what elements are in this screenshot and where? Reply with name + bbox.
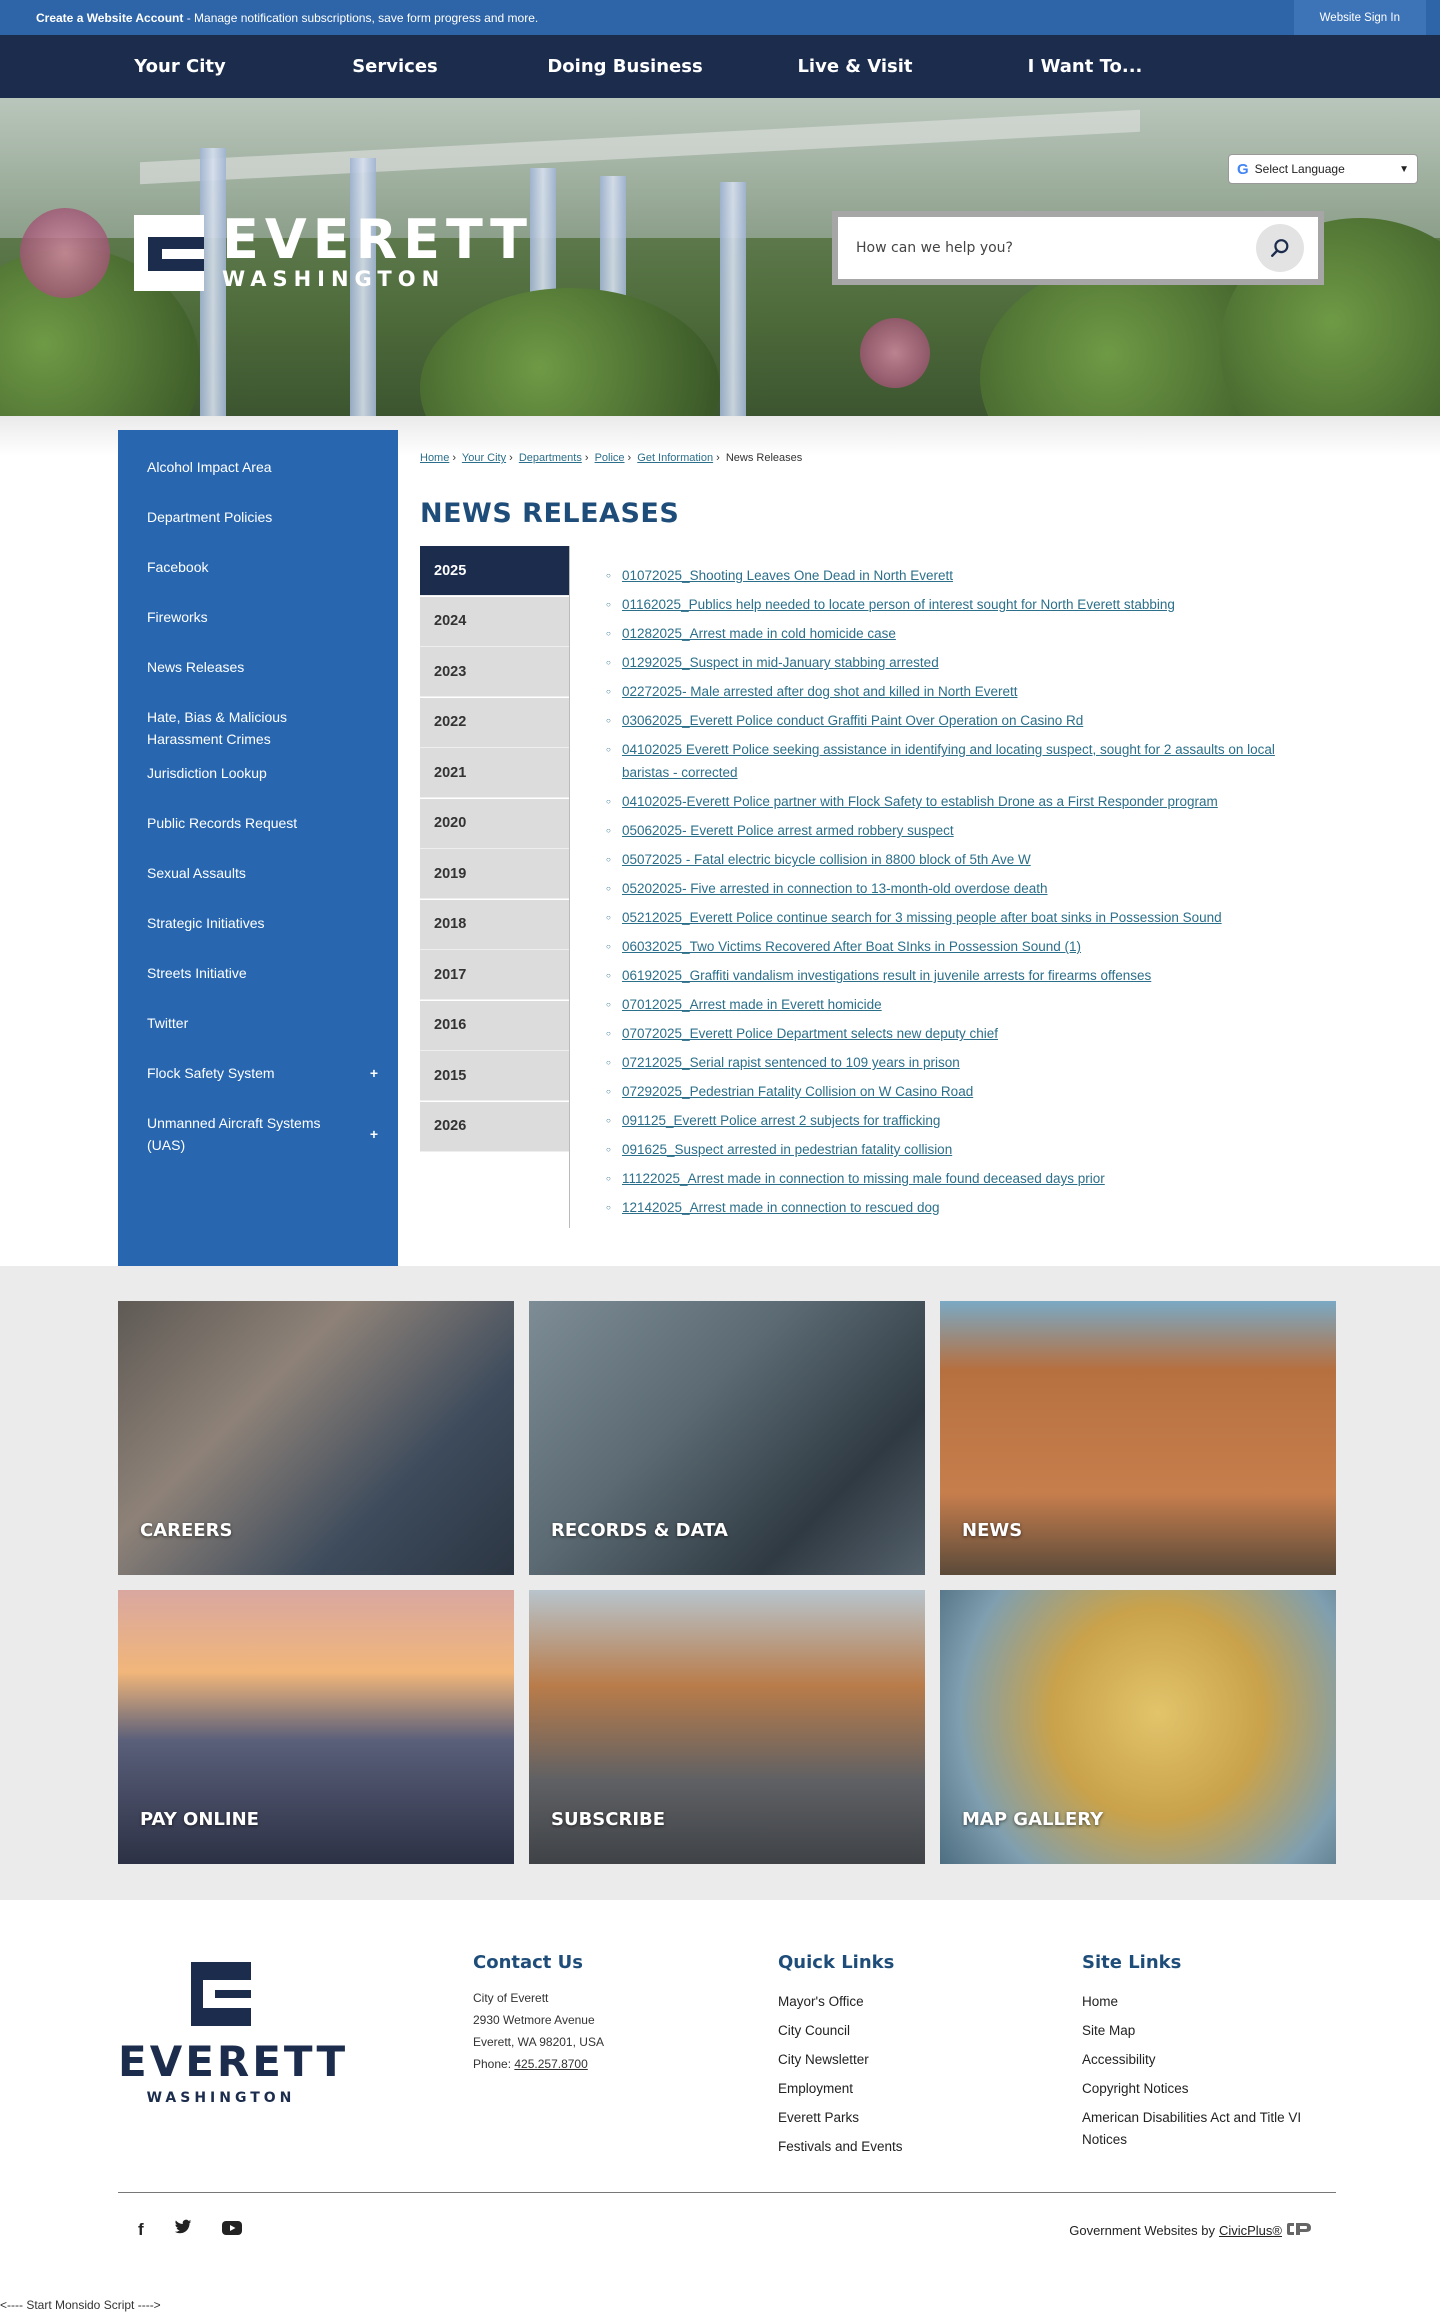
list-item <box>622 709 1312 732</box>
year-tab[interactable]: 2015 <box>420 1051 569 1101</box>
credit-text: Government Websites by <box>1069 2223 1215 2238</box>
breadcrumb: Home › Your City › Departments › Police › Get Information › News Releases <box>420 452 803 464</box>
nav-services[interactable]: Services <box>352 56 438 77</box>
news-release-link[interactable]: 02272025- Male arrested after dog shot and killed in North Everett <box>622 684 1018 699</box>
sidebar-item-label: Sexual Assaults <box>147 865 246 881</box>
list-item <box>622 993 1312 1016</box>
tile-label: CAREERS <box>140 1520 233 1541</box>
footer-link[interactable]: Accessibility <box>1082 2052 1156 2067</box>
phone-link[interactable]: 425.257.8700 <box>514 2057 588 2071</box>
news-release-link[interactable]: 05212025_Everett Police continue search for 3 missing people after boat sinks in Possession Sound <box>622 910 1222 925</box>
site-links-section <box>1082 1952 1342 2151</box>
twitter-icon[interactable] <box>174 2219 192 2240</box>
logo-main-text: EVERETT <box>222 208 533 271</box>
expand-plus-icon[interactable]: + <box>369 1126 378 1142</box>
footer-logo[interactable] <box>118 1962 349 2106</box>
sidebar-item-label: Department Policies <box>147 509 273 525</box>
sidebar-item-label: Facebook <box>147 559 209 575</box>
news-release-link[interactable]: 091625_Suspect arrested in pedestrian fatality collision <box>622 1142 953 1157</box>
footer-link[interactable]: Festivals and Events <box>778 2139 903 2154</box>
tile-label: RECORDS & DATA <box>551 1520 728 1541</box>
list-item <box>622 1080 1312 1103</box>
list-item <box>622 680 1312 703</box>
social-links <box>138 2219 242 2240</box>
breadcrumb-get-information[interactable]: Get Information <box>637 452 714 464</box>
footer-link[interactable]: Copyright Notices <box>1082 2081 1189 2096</box>
contact-line: 2930 Wetmore Avenue <box>473 2013 595 2027</box>
expand-plus-icon[interactable]: + <box>369 1065 378 1081</box>
sidebar-item-label: Jurisdiction Lookup <box>147 765 267 781</box>
list-item <box>622 738 1312 784</box>
nav-live-visit[interactable]: Live & Visit <box>797 56 913 77</box>
quick-links-section <box>778 1952 903 2161</box>
top-bar <box>0 0 1440 35</box>
contact-us-heading: Contact Us <box>473 1952 584 1973</box>
list-item <box>622 964 1312 987</box>
breadcrumb-police[interactable]: Police <box>594 452 625 464</box>
tile-news[interactable] <box>940 1301 1336 1575</box>
year-tab[interactable]: 2016 <box>420 1001 569 1051</box>
contact-line: Everett, WA 98201, USA <box>473 2035 604 2049</box>
feature-tiles <box>0 1266 1440 1900</box>
list-item <box>622 935 1312 958</box>
tile-subscribe[interactable] <box>529 1590 925 1864</box>
sidebar-item-label: Fireworks <box>147 609 208 625</box>
hero-banner <box>0 98 1440 416</box>
footer-logo-sub: WASHINGTON <box>146 2090 296 2106</box>
news-release-list <box>622 564 1312 1225</box>
news-release-link[interactable]: 07012025_Arrest made in Everett homicide <box>622 997 882 1012</box>
sidebar-item[interactable] <box>118 1112 398 1156</box>
list-item <box>622 1022 1312 1045</box>
news-release-link[interactable]: 01072025_Shooting Leaves One Dead in North Everett <box>622 568 953 583</box>
tile-label: SUBSCRIBE <box>551 1809 666 1830</box>
sidebar-item[interactable] <box>118 912 398 934</box>
sidebar <box>118 430 398 1266</box>
sidebar-item[interactable] <box>118 706 398 750</box>
monsido-comment-text: <---- Start Monsido Script ----> <box>0 2298 161 2312</box>
year-tab[interactable]: 2021 <box>420 748 569 798</box>
sidebar-item[interactable] <box>118 1062 398 1084</box>
search-button[interactable] <box>1256 224 1304 272</box>
create-account-link[interactable]: Create a Website Account <box>36 10 184 25</box>
language-select[interactable] <box>1228 154 1418 184</box>
tile-label: NEWS <box>962 1520 1023 1541</box>
list-item <box>622 1167 1312 1190</box>
sidebar-item[interactable] <box>118 812 398 834</box>
sidebar-item[interactable] <box>118 506 398 528</box>
list-item <box>622 877 1312 900</box>
page-title: NEWS RELEASES <box>420 498 680 529</box>
main-content <box>0 416 1440 1266</box>
news-release-link[interactable]: 07072025_Everett Police Department selects new deputy chief <box>622 1026 998 1041</box>
year-tab[interactable]: 2020 <box>420 799 569 849</box>
logo-mark-icon <box>134 215 204 291</box>
news-release-link[interactable]: 05072025 - Fatal electric bicycle collision in 8800 block of 5th Ave W <box>622 852 1031 867</box>
list-item <box>622 906 1312 929</box>
news-release-link[interactable]: 07212025_Serial rapist sentenced to 109 years in prison <box>622 1055 960 1070</box>
contact-us-section <box>473 1952 604 2075</box>
language-select-label: Select Language <box>1254 162 1345 176</box>
news-release-link[interactable]: 01162025_Publics help needed to locate person of interest sought for North Everett stabbing <box>622 597 1175 612</box>
tile-careers[interactable] <box>118 1301 514 1575</box>
sidebar-item[interactable] <box>118 762 398 784</box>
sidebar-item-label: Flock Safety System <box>147 1065 275 1081</box>
list-item <box>622 1138 1312 1161</box>
sidebar-item-label: Strategic Initiatives <box>147 915 265 931</box>
footer-link[interactable]: Home <box>1082 1994 1119 2009</box>
sidebar-item-label: Unmanned Aircraft Systems (UAS) <box>147 1115 321 1153</box>
breadcrumb-home[interactable]: Home <box>420 452 450 464</box>
sign-in-button[interactable]: Website Sign In <box>1294 0 1426 35</box>
nav-i-want-to[interactable]: I Want To... <box>1027 56 1143 77</box>
tile-map-gallery[interactable] <box>940 1590 1336 1864</box>
quick-links-heading: Quick Links <box>778 1952 895 1973</box>
news-release-link[interactable]: 01282025_Arrest made in cold homicide case <box>622 626 896 641</box>
year-tab[interactable]: 2026 <box>420 1102 569 1152</box>
main-nav <box>0 35 1440 98</box>
list-item <box>622 1196 1312 1219</box>
breadcrumb-current: News Releases <box>725 452 803 464</box>
sidebar-item[interactable] <box>118 862 398 884</box>
footer-logo-main: EVERETT <box>118 2037 349 2086</box>
tile-pay-online[interactable] <box>118 1590 514 1864</box>
sidebar-item[interactable] <box>118 656 398 678</box>
year-tabs <box>420 546 570 1228</box>
news-release-link[interactable]: 05062025- Everett Police arrest armed robbery suspect <box>622 823 954 838</box>
sidebar-item[interactable] <box>118 1012 398 1034</box>
footer-link[interactable]: Mayor's Office <box>778 1994 864 2009</box>
search-box <box>832 211 1324 285</box>
year-tab[interactable]: 2023 <box>420 647 569 697</box>
search-input[interactable] <box>856 240 1256 256</box>
list-item <box>622 593 1312 616</box>
site-logo[interactable] <box>134 208 533 292</box>
hero-pillar <box>720 182 746 416</box>
chevron-down-icon: ▼ <box>1399 163 1409 175</box>
sidebar-item[interactable] <box>118 606 398 628</box>
news-release-link[interactable]: 03062025_Everett Police conduct Graffiti Paint Over Operation on Casino Rd <box>622 713 1084 728</box>
sidebar-item-label: Twitter <box>147 1015 189 1031</box>
sidebar-item-label: News Releases <box>147 659 245 675</box>
account-message-text: - Manage notification subscriptions, save form progress and more. <box>183 10 539 25</box>
year-tab[interactable]: 2018 <box>420 900 569 950</box>
breadcrumb-departments[interactable]: Departments <box>518 452 582 464</box>
list-item <box>622 790 1312 813</box>
footer-link[interactable]: City Newsletter <box>778 2052 869 2067</box>
sidebar-item[interactable] <box>118 556 398 578</box>
year-tab[interactable]: 2025 <box>420 546 569 596</box>
list-item <box>622 1051 1312 1074</box>
facebook-icon[interactable]: f <box>138 2219 144 2239</box>
footer-link[interactable]: Everett Parks <box>778 2110 860 2125</box>
sidebar-item-label: Public Records Request <box>147 815 298 831</box>
contact-line: City of Everett <box>473 1991 549 2005</box>
news-release-link[interactable]: 12142025_Arrest made in connection to rescued dog <box>622 1200 940 1215</box>
year-tab[interactable]: 2024 <box>420 597 569 647</box>
footer-logo-mark-icon <box>191 1962 251 2026</box>
news-release-link[interactable]: 06192025_Graffiti vandalism investigations result in juvenile arrests for firearms offenses <box>622 968 1152 983</box>
list-item <box>622 651 1312 674</box>
list-item <box>622 622 1312 645</box>
news-release-link[interactable]: 091125_Everett Police arrest 2 subjects for trafficking <box>622 1113 941 1128</box>
news-release-link[interactable]: 06032025_Two Victims Recovered After Boat SInks in Possession Sound (1) <box>622 939 1082 954</box>
news-release-link[interactable]: 04102025-Everett Police partner with Flock Safety to establish Drone as a First Responder program <box>622 794 1218 809</box>
list-item <box>622 848 1312 871</box>
civicplus-logo-icon <box>1286 2222 1312 2239</box>
hero-flowers <box>860 318 930 388</box>
logo-sub-text: WASHINGTON <box>222 267 446 291</box>
list-item <box>622 819 1312 842</box>
news-release-link[interactable]: 04102025 Everett Police seeking assistance in identifying and locating suspect, sought for 2 assaults on local baristas - corrected <box>622 742 1275 780</box>
hero-flowers <box>20 208 110 298</box>
contact-phone: Phone: 425.257.8700 <box>473 2057 588 2071</box>
site-links-heading: Site Links <box>1082 1952 1182 1973</box>
news-release-link[interactable]: 05202025- Five arrested in connection to 13-month-old overdose death <box>622 881 1048 896</box>
civicplus-credit <box>1069 2222 1312 2239</box>
youtube-icon[interactable] <box>222 2220 242 2240</box>
year-tab[interactable]: 2022 <box>420 698 569 748</box>
sidebar-item-label: Hate, Bias & Malicious Harassment Crimes <box>147 709 288 747</box>
sidebar-item-label: Streets Initiative <box>147 965 247 981</box>
sidebar-item[interactable] <box>118 456 398 478</box>
list-item <box>622 564 1312 587</box>
account-message <box>36 11 538 25</box>
footer-link[interactable]: Employment <box>778 2081 854 2096</box>
footer-divider <box>118 2192 1336 2193</box>
list-item <box>622 1109 1312 1132</box>
search-icon <box>1269 237 1291 259</box>
news-release-link[interactable]: 01292025_Suspect in mid-January stabbing arrested <box>622 655 939 670</box>
sidebar-item-label: Alcohol Impact Area <box>147 459 272 475</box>
footer-link[interactable]: American Disabilities Act and Title VI Notices <box>1082 2110 1302 2147</box>
news-release-link[interactable]: 11122025_Arrest made in connection to missing male found deceased days prior <box>622 1171 1105 1186</box>
tile-label: MAP GALLERY <box>962 1809 1104 1830</box>
news-release-link[interactable]: 07292025_Pedestrian Fatality Collision on W Casino Road <box>622 1084 974 1099</box>
footer-link[interactable]: Site Map <box>1082 2023 1136 2038</box>
google-icon: G <box>1237 160 1249 178</box>
year-tab[interactable]: 2017 <box>420 950 569 1000</box>
breadcrumb-your-city[interactable]: Your City <box>461 452 507 464</box>
civicplus-link[interactable]: CivicPlus® <box>1218 2223 1282 2238</box>
year-tab[interactable]: 2019 <box>420 849 569 899</box>
nav-your-city[interactable]: Your City <box>134 56 226 77</box>
footer <box>0 1900 1440 2321</box>
footer-link[interactable]: City Council <box>778 2023 851 2038</box>
tile-label: PAY ONLINE <box>140 1809 259 1830</box>
hero-foliage <box>420 288 720 416</box>
sidebar-item[interactable] <box>118 962 398 984</box>
nav-doing-business[interactable]: Doing Business <box>547 56 703 77</box>
tile-records-data[interactable] <box>529 1301 925 1575</box>
